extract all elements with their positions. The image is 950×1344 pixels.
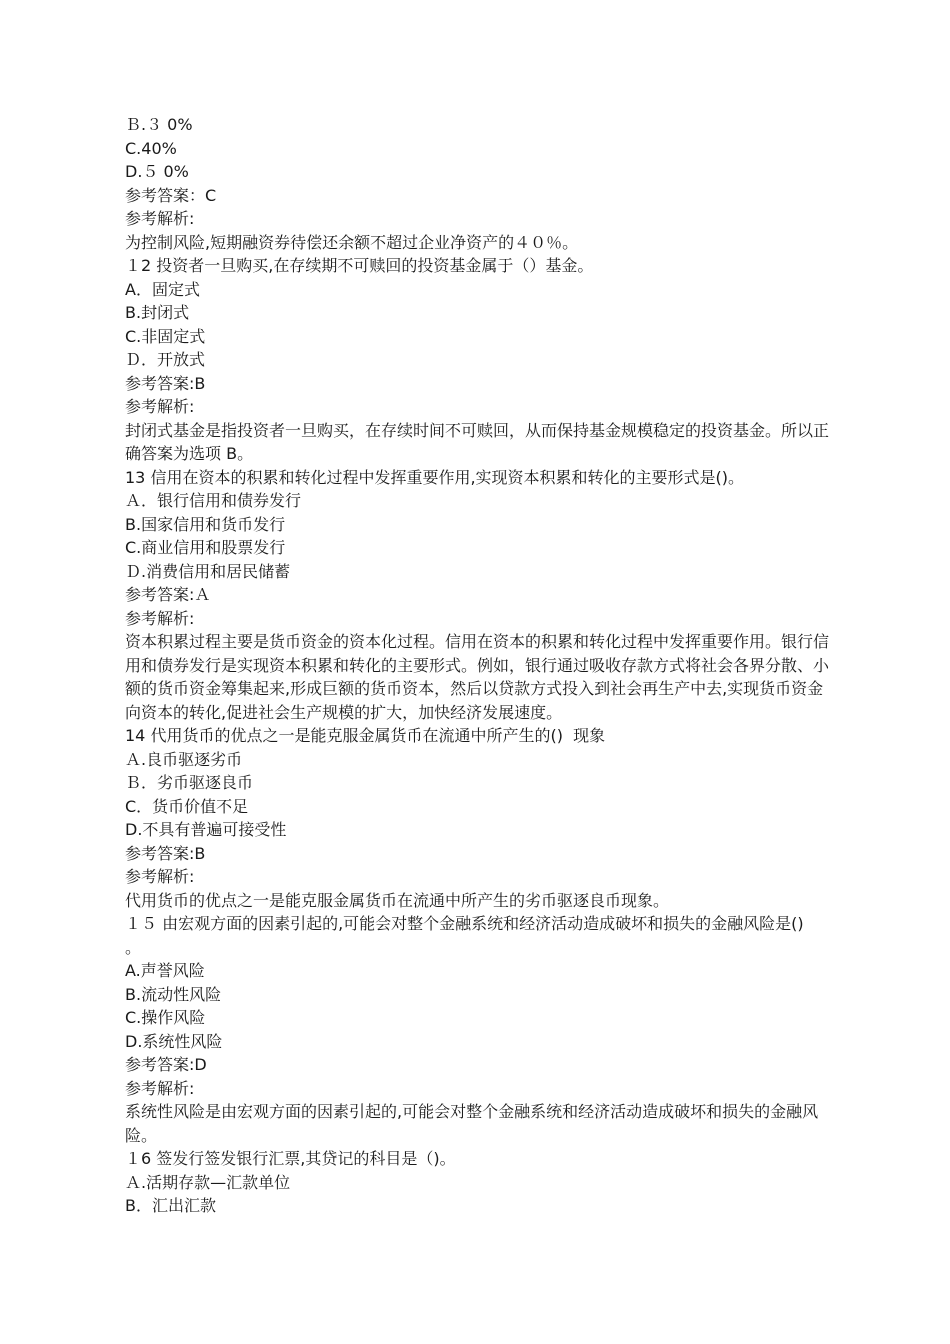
option-c-q12: C.非固定式 [125, 326, 206, 346]
option-b-q16: B．汇出汇款 [125, 1196, 216, 1215]
explanation-q14: 代用货币的优点之一是能克服金属货币在流通中所产生的劣币驱逐良币现象。 [125, 890, 670, 910]
explanation-q13: 资本积累过程主要是货币资金的资本化过程。信用在资本的积累和转化过程中发挥重要作用。银行信用和债券发行是实现资本积累和转化的主要形式。例如，银行通过吸收存款方式将社会各界分散、小额的货币资金筹集起来,形成巨额的货币资本，然后以贷款方式投入到社会再生产中去,实现货币资金向资本的转化,促进社会生产规模的扩大，加快经济发展速度。 [125, 632, 830, 722]
option-a-q15: A.声誉风险 [125, 961, 205, 980]
option-b-q12: B.封闭式 [125, 303, 190, 322]
explanation-label-q14: 参考解析: [125, 867, 195, 886]
option-a-q13: Ａ．银行信用和债券发行 [125, 491, 302, 510]
explanation-label-q13: 参考解析: [125, 608, 195, 628]
option-d-50: D.５ 0% [125, 162, 189, 181]
option-c-q15: C.操作风险 [125, 1008, 206, 1027]
explanation-q11: 为控制风险,短期融资券待偿还余额不超过企业净资产的４０％。 [125, 232, 579, 252]
explanation-label-q11: 参考解析: [125, 209, 195, 228]
option-d-q13: Ｄ.消费信用和居民储蓄 [125, 561, 291, 581]
explanation-label-q15: 参考解析: [125, 1078, 195, 1098]
document-body [125, 113, 835, 1218]
option-c-40: C.40% [125, 138, 177, 158]
explanation-q12: 封闭式基金是指投资者一旦购买，在存续时间不可赎回，从而保持基金规模稳定的投资基金。所以正确答案为选项 B。 [125, 420, 830, 463]
answer-q14: 参考答案:B [125, 843, 206, 863]
answer-q15: 参考答案:D [125, 1055, 207, 1074]
explanation-q15: 系统性风险是由宏观方面的因素引起的,可能会对整个金融系统和经济活动造成破坏和损失的金融风险。 [125, 1102, 819, 1145]
option-a-q14: Ａ.良币驱逐劣币 [125, 749, 243, 769]
question-16: １6 签发行签发银行汇票,其贷记的科目是（)。 [125, 1149, 456, 1168]
option-b-q14: Ｂ．劣币驱逐良币 [125, 773, 254, 792]
question-15: １５ 由宏观方面的因素引起的,可能会对整个金融系统和经济活动造成破坏和损失的金融风险是() 。 [125, 914, 820, 957]
answer-q13: 参考答案:Ａ [125, 585, 211, 604]
question-13: 13 信用在资本的积累和转化过程中发挥重要作用,实现资本积累和转化的主要形式是()。 [125, 467, 745, 487]
question-12: １2 投资者一旦购买,在存续期不可赎回的投资基金属于（）基金。 [125, 256, 594, 275]
option-c-q14: C．货币价值不足 [125, 796, 249, 816]
answer-q12: 参考答案:B [125, 373, 206, 393]
answer-q11: 参考答案：C [125, 185, 217, 205]
option-d-q14: D.不具有普遍可接受性 [125, 820, 287, 839]
option-c-q13: C.商业信用和股票发行 [125, 538, 286, 557]
option-a-q16: Ａ.活期存款—汇款单位 [125, 1172, 291, 1192]
option-a-q12: A．固定式 [125, 279, 200, 299]
option-b-30: Ｂ.３ 0% [125, 115, 193, 134]
explanation-label-q12: 参考解析: [125, 397, 195, 416]
option-b-q13: B.国家信用和货币发行 [125, 514, 286, 534]
option-d-q15: D.系统性风险 [125, 1031, 223, 1051]
option-b-q15: B.流动性风险 [125, 984, 222, 1004]
question-14: 14 代用货币的优点之一是能克服金属货币在流通中所产生的() 现象 [125, 726, 606, 745]
option-d-q12: Ｄ．开放式 [125, 350, 206, 369]
